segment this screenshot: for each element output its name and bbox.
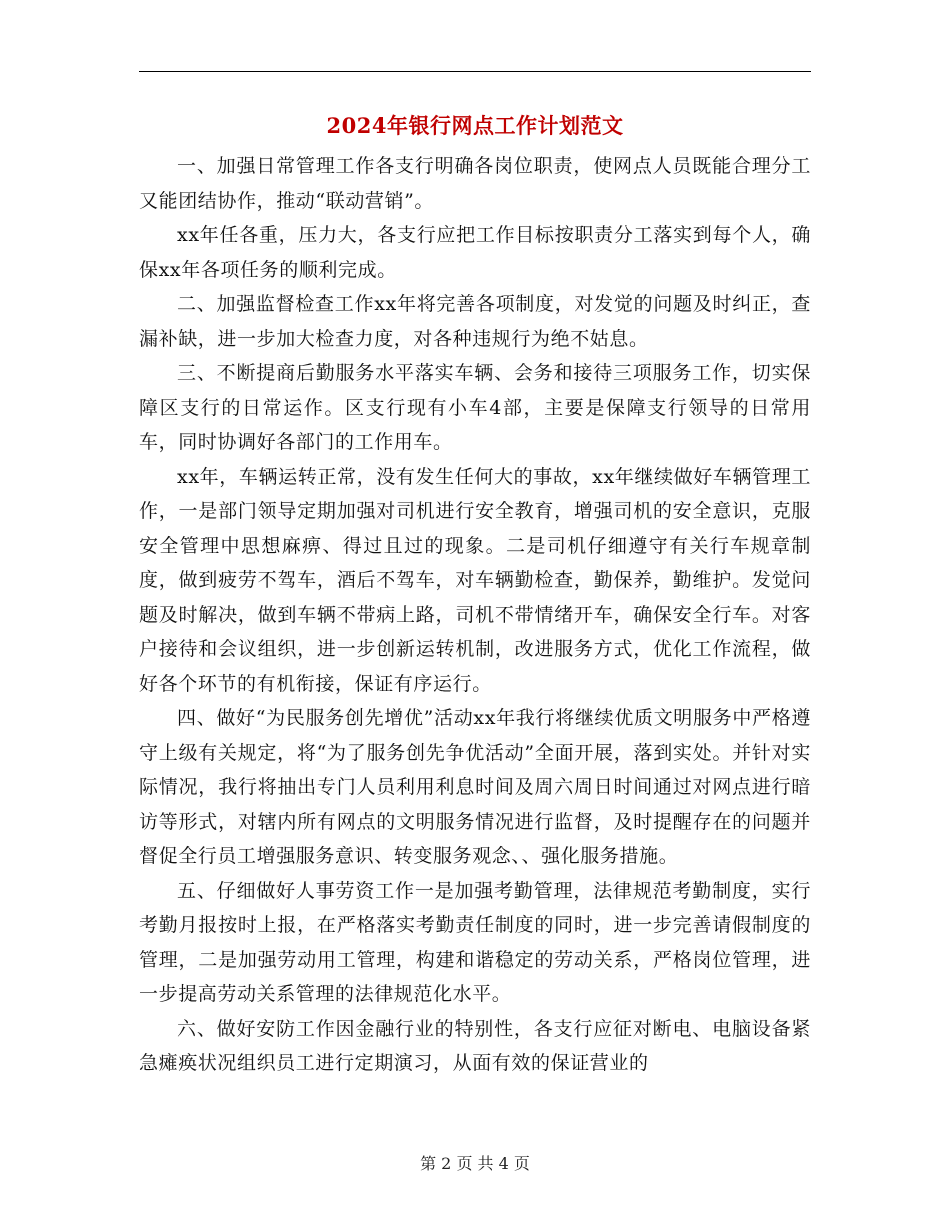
paragraph-1: 一、加强日常管理工作各支行明确各岗位职责，使网点人员既能合理分工又能团结协作，推动“联动营销”。 <box>139 155 811 212</box>
header-rule <box>139 71 811 72</box>
paragraph-6: 四、做好“为民服务创先增优”活动xx年我行将继续优质文明服务中严格遵守上级有关规定，将“为了服务创先争优活动”全面开展，落到实处。并针对实际情况，我行将抽出专门人员利用利息时间及周六周日时间通过对网点进行暗访等形式，对辖内所有网点的文明服务情况进行监督，及时提醒存在的问题并督促全行员工增强服务意识、转变服务观念、、强化服务措施。 <box>139 707 811 867</box>
page-number: 第 2 页 共 4 页 <box>420 1154 530 1173</box>
paragraph-5: xx年，车辆运转正常，没有发生任何大的事故，xx年继续做好车辆管理工作，一是部门领导定期加强对司机进行安全教育，增强司机的安全意识，克服安全管理中思想麻痹、得过且过的现象。二是司机仔细遵守有关行车规章制度，做到疲劳不驾车，酒后不驾车，对车辆勤检查，勤保养，勤维护。发觉问题及时解决，做到车辆不带病上路，司机不带情绪开车，确保安全行车。对客户接待和会议组织，进一步创新运转机制，改进服务方式，优化工作流程，做好各个环节的有机衔接，保证有序运行。 <box>139 465 811 695</box>
paragraph-4: 三、不断提商后勤服务水平落实车辆、会务和接待三项服务工作，切实保障区支行的日常运作。区支行现有小车4部，主要是保障支行领导的日常用车，同时协调好各部门的工作用车。 <box>139 362 811 453</box>
paragraph-2: xx年任各重，压力大，各支行应把工作目标按职责分工落实到每个人，确保xx年各项任务的顺利完成。 <box>139 224 811 281</box>
paragraph-3: 二、加强监督检查工作xx年将完善各项制度，对发觉的问题及时纠正，查漏补缺，进一步加大检查力度，对各种违规行为绝不姑息。 <box>139 293 811 350</box>
document-title: 2024年银行网点工作计划范文 <box>326 113 624 138</box>
paragraph-7: 五、仔细做好人事劳资工作一是加强考勤管理，法律规范考勤制度，实行考勤月报按时上报，在严格落实考勤责任制度的同时，进一步完善请假制度的管理，二是加强劳动用工管理，构建和谐稳定的劳动关系，严格岗位管理，进一步提高劳动关系管理的法律规范化水平。 <box>139 879 811 1005</box>
paragraph-8: 六、做好安防工作因金融行业的特别性，各支行应征对断电、电脑设备紧急瘫痪状况组织员工进行定期演习，从面有效的保证营业的 <box>139 1017 811 1074</box>
document-body <box>139 149 811 1081</box>
